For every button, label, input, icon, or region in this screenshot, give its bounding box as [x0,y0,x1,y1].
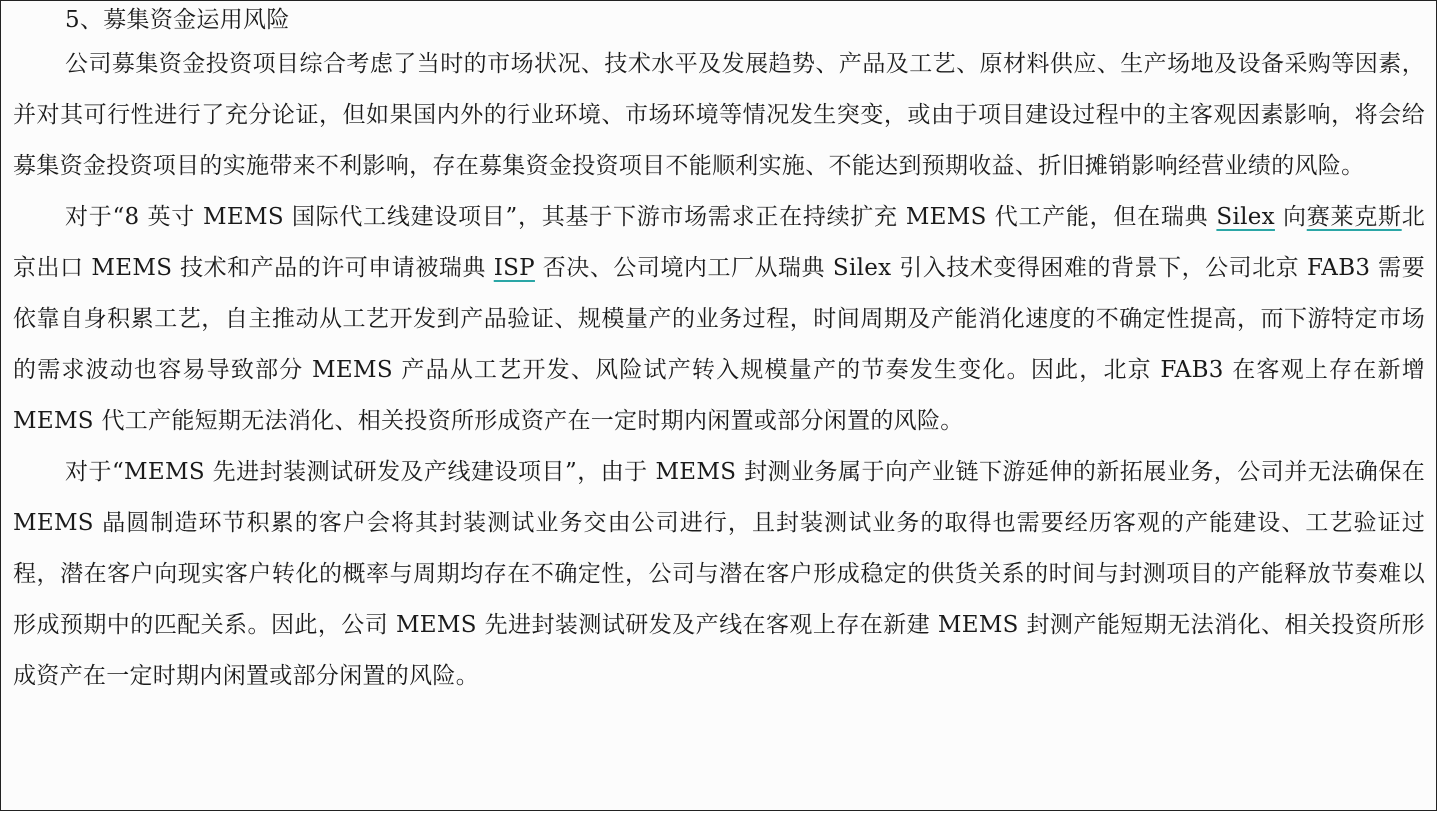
section-heading: 5、募集资金运用风险 [65,7,290,33]
isp-link[interactable]: ISP [493,255,535,281]
document-body [13,5,1425,702]
paragraph-packaging-project: 对于“MEMS 先进封装测试研发及产线建设项目”，由于 MEMS 封测业务属于向产业链下游延伸的新拓展业务，公司并无法确保在 MEMS 晶圆制造环节积累的客户会将其封装测试业务交由公司进行，且封装测试业务的取得也需要经历客观的产能建设、工艺验证过程，潜在客户向现实客户转化的概率与周期均存在不确定性，公司与潜在客户形成稳定的供货关系的时间与封测项目的产能释放节奏难以形成预期中的匹配关系。因此，公司 MEMS 先进封装测试研发及产线在客观上存在新建 MEMS 封测产能短期无法消化、相关投资所形成资产在一定时期内闲置或部分闲置的风险。 [13,459,1425,689]
paragraph-text: 向 [1274,204,1307,230]
paragraph-general-risk: 公司募集资金投资项目综合考虑了当时的市场状况、技术水平及发展趋势、产品及工艺、原材料供应、生产场地及设备采购等因素，并对其可行性进行了充分论证，但如果国内外的行业环境、市场环境等情况发生突变，或由于项目建设过程中的主客观因素影响，将会给募集资金投资项目的实施带来不利影响，存在募集资金投资项目不能顺利实施、不能达到预期收益、折旧摊销影响经营业绩的风险。 [13,51,1425,179]
silex-chinese-name-link[interactable]: 赛莱克斯 [1306,204,1402,230]
paragraph-text: 否决、公司境内工厂从瑞典 Silex 引入技术变得困难的背景下，公司北京 FAB3 需要依靠自身积累工艺，自主推动从工艺开发到产品验证、规模量产的业务过程，时间周期及产能消化速度的不确定性提高，而下游特定市场的需求波动也容易导致部分 MEMS 产品从工艺开发、风险试产转入规模量产的节奏发生变化。因此，北京 FAB3 在客观上存在新增 MEMS 代工产能短期无法消化、相关投资所形成资产在一定时期内闲置或部分闲置的风险。 [13,255,1425,434]
silex-link[interactable]: Silex [1216,204,1275,230]
paragraph-text: 北京出口 MEMS 技术和产品的许可申请被瑞典 [13,204,1425,281]
paragraph-text: 对于“8 英寸 MEMS 国际代工线建设项目”，其基于下游市场需求正在持续扩充 MEMS 代工产能，但在瑞典 [65,204,1217,230]
paragraph-8inch-mems-project [13,192,1425,447]
